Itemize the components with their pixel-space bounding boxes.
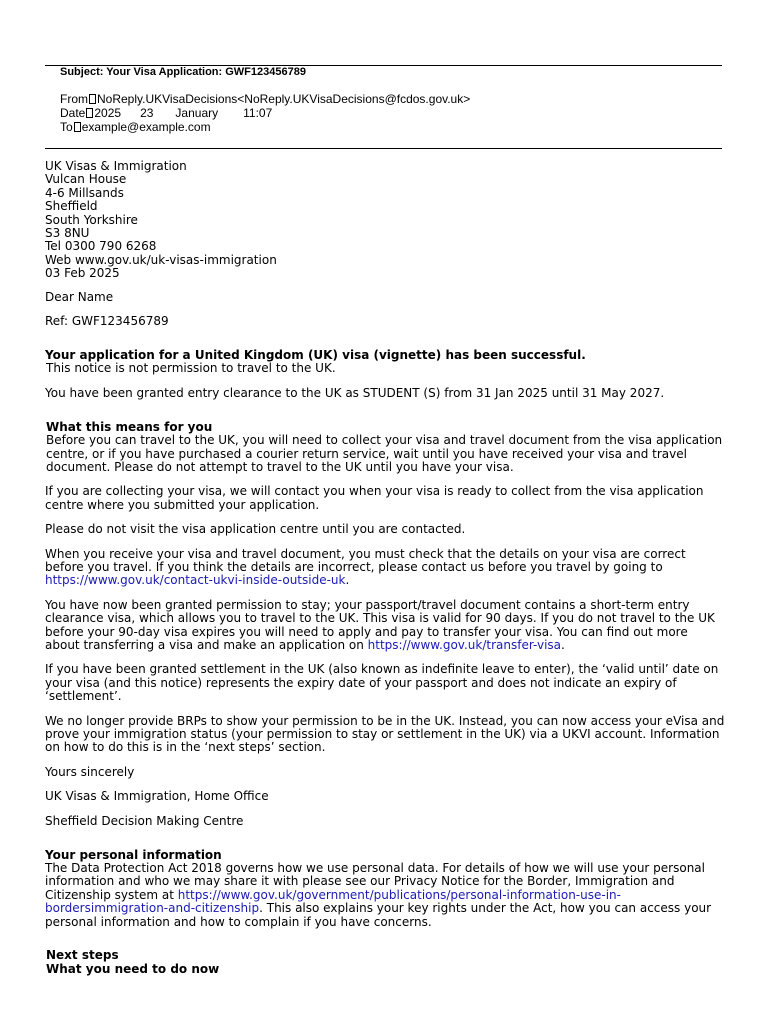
date-time: 11:07	[243, 106, 273, 120]
transfer-visa-link[interactable]: https://www.gov.uk/transfer-visa	[367, 637, 562, 652]
email-subject: Subject: Your Visa Application: GWF123456789	[60, 66, 306, 78]
period: .	[345, 573, 350, 588]
missing-glyph-icon	[89, 94, 96, 104]
address-line: Sheffield	[45, 199, 98, 214]
section-heading-means: What this means for you	[46, 419, 213, 434]
missing-glyph-icon	[74, 122, 81, 132]
means-paragraph-4	[45, 548, 725, 588]
signature-org: UK Visas & Immigration, Home Office	[45, 789, 269, 804]
email-date-line	[60, 106, 272, 120]
travel-notice: This notice is not permission to travel to the UK.	[46, 361, 336, 376]
reference: Ref: GWF123456789	[45, 314, 169, 329]
means-paragraph-2: If you are collecting your visa, we will contact you when your visa is ready to collect from the visa application centre where you submitted your application.	[45, 484, 704, 512]
closing: Yours sincerely	[45, 764, 135, 779]
address-line: S3 8NU	[45, 226, 90, 241]
from-label: From	[60, 92, 88, 106]
date-day: 23	[140, 106, 154, 120]
date-year: 2025	[94, 106, 122, 120]
means-paragraph-4-text: When you receive your visa and travel document, you must check that the details on your visa are correct before you travel. If you think the details are incorrect, please contact us before you travel by going to	[45, 546, 686, 574]
grant-statement: You have been granted entry clearance to the UK as STUDENT (S) from 31 Jan 2025 until 31 May 2027.	[45, 385, 665, 400]
section-subheading-next: What you need to do now	[46, 961, 220, 976]
section-heading-next-steps: Next steps	[46, 948, 119, 963]
means-paragraph-5	[45, 599, 725, 653]
means-paragraph-6: If you have been granted settlement in the UK (also known as indefinite leave to enter), the ‘valid until’ date on your visa (and this notice) represents the expiry date of your passport and does not indicate an expiry of ‘settlement’.	[45, 662, 719, 704]
letter-date: 03 Feb 2025	[45, 266, 120, 281]
email-from-line	[60, 92, 470, 106]
privacy-notice-link[interactable]: https://www.gov.uk/government/publications/personal-information-use-in-bordersimmigration-and-citizenship	[45, 887, 621, 916]
sender-address	[45, 160, 725, 281]
address-line: Vulcan House	[45, 172, 127, 187]
from-value: NoReply.UKVisaDecisions<NoReply.UKVisaDecisions@fcdos.gov.uk>	[97, 92, 471, 106]
to-label: To	[60, 120, 73, 134]
signature-unit: Sheffield Decision Making Centre	[45, 813, 244, 828]
personal-info-text: The Data Protection Act 2018 governs how we use personal data. For details of how we will use your personal information and who we may share it with please see our Privacy Notice for the Border, Immigration and Citizenship system at	[45, 860, 705, 902]
period: .	[561, 637, 565, 652]
personal-info-end: . This also explains your key rights under the Act, how you can access your personal information and how to complain if you have concerns.	[45, 901, 712, 929]
address-line: 4-6 Millsands	[45, 185, 124, 200]
date-label: Date	[60, 106, 86, 120]
letter-body	[45, 160, 725, 976]
to-value: example@example.com	[81, 120, 211, 134]
address-line: Web www.gov.uk/uk-visas-immigration	[45, 252, 277, 267]
personal-info-paragraph	[45, 862, 725, 929]
means-paragraph-1: Before you can travel to the UK, you will need to collect your visa and travel document from the visa application centre, or if you have purchased a courier return service, wait until you have received your visa and travel document. Please do not attempt to travel to the UK until you have your visa.	[46, 433, 723, 474]
section-heading-personal: Your personal information	[45, 847, 222, 862]
date-month: January	[175, 106, 219, 120]
contact-ukvi-link[interactable]: https://www.gov.uk/contact-ukvi-inside-outside-uk	[45, 573, 346, 588]
missing-glyph-icon	[86, 108, 93, 118]
decision-headline: Your application for a United Kingdom (UK) visa (vignette) has been successful.	[45, 347, 586, 362]
address-line: UK Visas & Immigration	[45, 159, 187, 173]
means-paragraph-3: Please do not visit the visa application centre until you are contacted.	[45, 522, 466, 537]
address-line: South Yorkshire	[45, 212, 138, 227]
email-to-line	[60, 120, 211, 134]
means-paragraph-5-text: You have now been granted permission to stay; your passport/travel document contains a short-term entry clearance visa, which allows you to travel to the UK. This visa is valid for 90 days. If you do not travel to the UK before your 90-day visa expires you will need to apply and pay to transfer your visa. You can find out more about transferring a visa and make an application on	[45, 597, 715, 652]
header-bottom-rule	[45, 148, 722, 149]
address-line: Tel 0300 790 6268	[45, 239, 157, 254]
means-paragraph-7: We no longer provide BRPs to show your permission to be in the UK. Instead, you can now access your eVisa and prove your immigration status (your permission to stay or settlement in the UK) via a UKVI account. Information on how to do this is in the ‘next steps’ section.	[45, 713, 725, 755]
salutation: Dear Name	[45, 290, 114, 305]
